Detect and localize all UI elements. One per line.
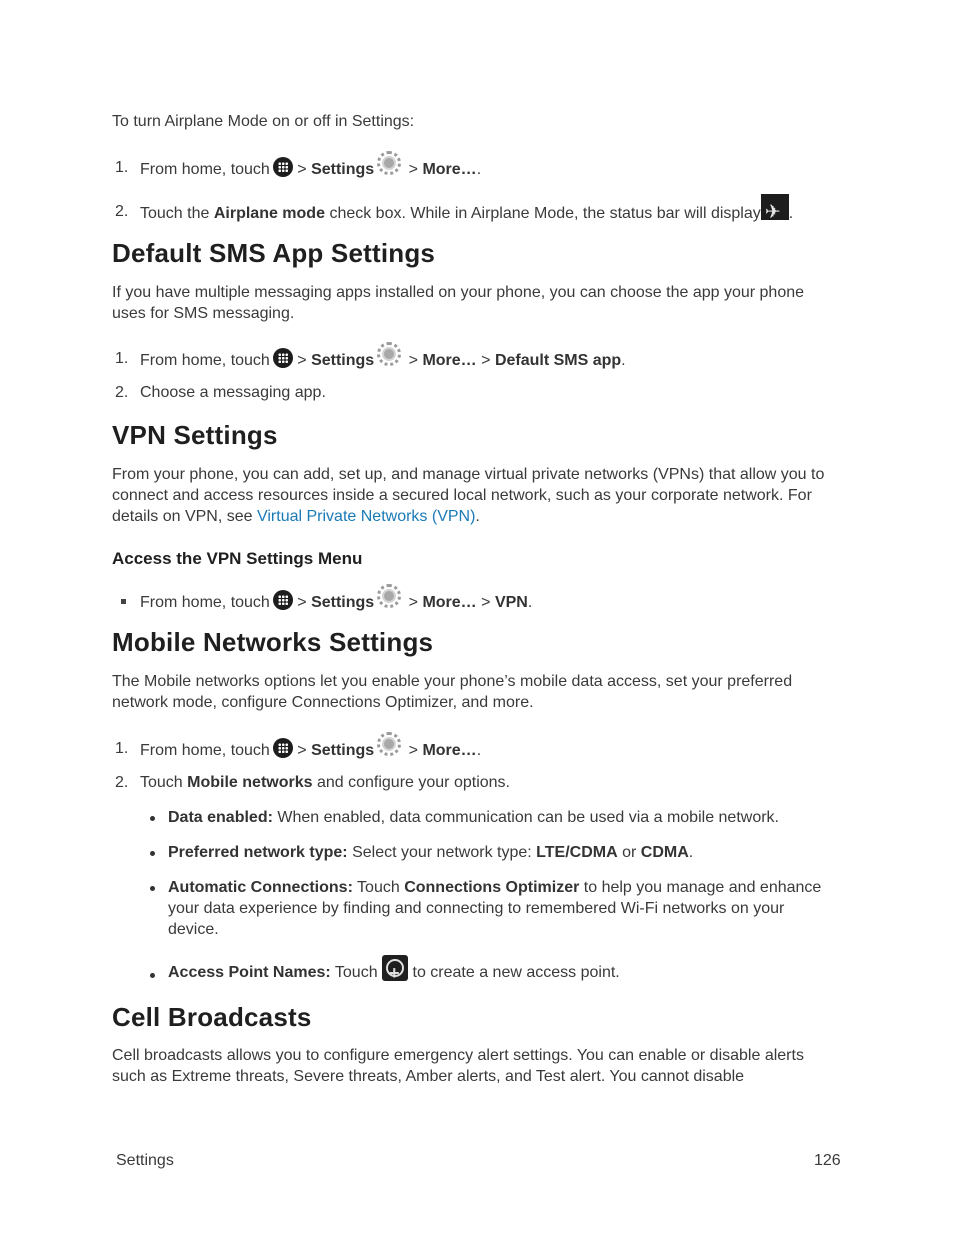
apps-icon <box>273 590 293 610</box>
page-number: 126 <box>814 1152 841 1169</box>
sms-step-2: Choose a messaging app. <box>140 384 326 401</box>
mobile-heading: Mobile Networks Settings <box>112 627 434 657</box>
data-enabled-item: Data enabled: When enabled, data communication can be used via a mobile network. <box>168 809 779 826</box>
sms-step-1: From home, touch > Settings > More… > Default SMS app. <box>140 341 626 378</box>
settings-gear-icon <box>376 731 402 757</box>
vpn-paragraph: From your phone, you can add, set up, and manage virtual private networks (VPNs) that allow you to connect and access resources inside a secured local network, such as your corporate network. For details on VPN, see Virtual Private Networks (VPN). <box>112 466 825 525</box>
bullet <box>150 816 155 821</box>
settings-gear-icon <box>376 583 402 609</box>
sms-heading: Default SMS App Settings <box>112 238 436 268</box>
vpn-link[interactable]: Virtual Private Networks (VPN) <box>256 508 476 525</box>
airplane-step-1: From home, touch > Settings > More…. <box>140 150 481 187</box>
mobile-paragraph: The Mobile networks options let you enable your phone’s mobile data access, set your preferred network mode, configure Connections Optimizer, and more. <box>112 673 793 711</box>
step-number: 2. <box>115 774 129 791</box>
cell-heading: Cell Broadcasts <box>112 1002 312 1032</box>
settings-gear-icon <box>376 150 402 176</box>
bullet <box>150 973 155 978</box>
mobile-step-2: Touch Mobile networks and configure your options. <box>140 774 510 791</box>
step-number: 1. <box>115 740 129 757</box>
airplane-step-2: Touch the Airplane mode check box. While in Airplane Mode, the status bar will display✈ . <box>140 194 793 231</box>
apps-icon <box>273 738 293 758</box>
step-number: 2. <box>115 384 129 401</box>
auto-connections-item: Automatic Connections: Touch Connections Optimizer to help you manage and enhance your data experience by finding and connecting to remembered Wi-Fi networks on your device. <box>168 879 822 938</box>
step-number: 1. <box>115 350 129 367</box>
bullet <box>150 886 155 891</box>
footer-section: Settings <box>116 1152 174 1169</box>
mobile-step-1: From home, touch > Settings > More…. <box>140 731 481 768</box>
bullet <box>121 599 126 604</box>
settings-gear-icon <box>376 341 402 367</box>
cell-paragraph: Cell broadcasts allows you to configure emergency alert settings. You can enable or disable alerts such as Extreme threats, Severe threats, Amber alerts, and Test alert. You cannot disable <box>112 1047 804 1085</box>
intro-text: To turn Airplane Mode on or off in Settings: <box>112 113 415 130</box>
vpn-subheading: Access the VPN Settings Menu <box>112 549 363 568</box>
vpn-heading: VPN Settings <box>112 420 278 450</box>
step-number: 2. <box>115 203 129 220</box>
airplane-icon <box>761 194 789 220</box>
sms-paragraph: If you have multiple messaging apps installed on your phone, you can choose the app your phone uses for SMS messaging. <box>112 284 805 322</box>
apps-icon <box>273 348 293 368</box>
apps-icon <box>273 157 293 177</box>
apn-item: Access Point Names: Touch + to create a new access point. <box>168 955 838 990</box>
vpn-step: From home, touch > Settings > More… > VPN. <box>140 583 532 620</box>
network-type-item: Preferred network type: Select your network type: LTE/CDMA or CDMA. <box>168 844 694 861</box>
add-icon <box>382 955 408 981</box>
bullet <box>150 851 155 856</box>
step-number: 1. <box>115 159 129 176</box>
